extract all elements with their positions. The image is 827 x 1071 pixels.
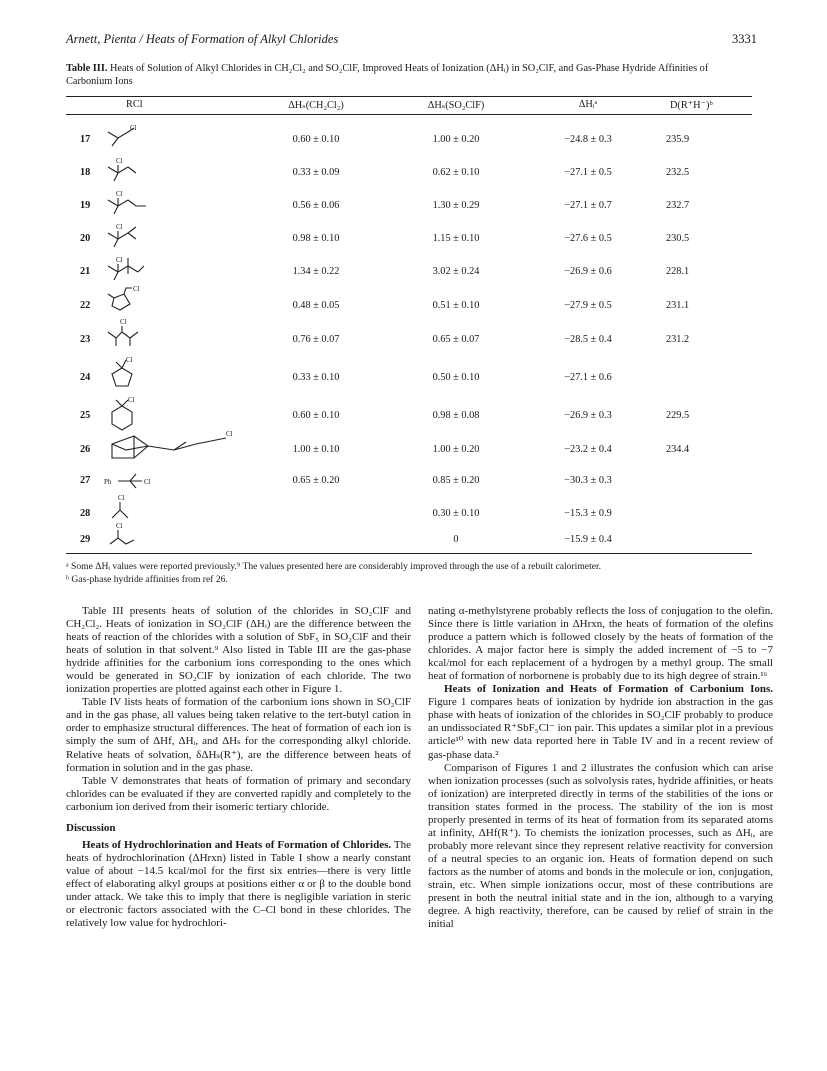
cell-hs-so2clf: 0.50 ± 0.10 xyxy=(432,372,480,383)
structure-17 xyxy=(104,122,144,148)
cell-hs-so2clf: 1.15 ± 0.10 xyxy=(432,233,480,244)
table-row xyxy=(66,254,756,282)
cell-hi: −30.3 ± 0.3 xyxy=(564,475,612,486)
cell-hs-ch2cl2: 0.33 ± 0.10 xyxy=(292,372,340,383)
table-row xyxy=(66,188,756,216)
body-left-column xyxy=(66,605,411,930)
paragraph: Table V demonstrates that heats of formation of primary and secondary chlorides can be evaluated if they are converted rapidly and completely to the carbonium ion derived from their isomeric tertiary chloride. xyxy=(66,774,411,813)
cell-hs-ch2cl2: 0.65 ± 0.20 xyxy=(292,475,340,486)
table-label: Table III. xyxy=(66,63,108,74)
table-caption-text: Heats of Solution of Alkyl Chlorides in CH₂Cl₂ and SO₂ClF, Improved Heats of Ionization (ΔHᵢ) in SO₂ClF, and Gas-Phase Hydride Affinities of Carbonium Ions xyxy=(66,63,709,87)
table-row xyxy=(66,356,756,390)
compound-number: 25 xyxy=(80,410,91,421)
paragraph: The heats of hydrochlorination (ΔHrxn) listed in Table I show a nearly constant value of about −14.5 kcal/mol for the first six entries—there is very little effect of elaborating alkyl groups at positions either α or β to the double bond under attack. We take this to imply that there is negligible variation in steric or electronic factors associated with the C–Cl bond in these chlorides. The relatively low value for hydrochlori- xyxy=(66,838,411,930)
table-top-rule xyxy=(66,96,752,97)
cell-hs-so2clf: 0.65 ± 0.07 xyxy=(432,334,480,345)
paragraph: Table III presents heats of solution of the chlorides in SO₂ClF and CH₂Cl₂. Heats of ionization in SO₂ClF (ΔHᵢ) are the difference between the heats of reaction of the chlorides with a solution of SbF₅ in SO₂ClF and their heats of solution in that solvent.⁹ Also listed in Table III are the gas-phase hydride affinities for the carbonium ions corresponding to the ones which would be generated in SO₂ClF by ionization of each chloride. The two ionization properties are plotted against each other in Figure 1. xyxy=(66,605,411,696)
table-row xyxy=(66,318,756,352)
compound-number: 22 xyxy=(80,300,91,311)
cell-hs-ch2cl2: 0.60 ± 0.10 xyxy=(292,410,340,421)
compound-number: 26 xyxy=(80,444,91,455)
col-header-hydride-affinity: D(R⁺H⁻)ᵇ xyxy=(670,100,713,111)
cell-hs-ch2cl2: 0.98 ± 0.10 xyxy=(292,233,340,244)
compound-number: 23 xyxy=(80,334,91,345)
running-header xyxy=(66,32,757,50)
structure-22 xyxy=(104,286,144,316)
cell-hi: −27.1 ± 0.7 xyxy=(564,200,612,211)
cell-hi: −15.9 ± 0.4 xyxy=(564,534,612,545)
cell-hs-so2clf: 0.62 ± 0.10 xyxy=(432,167,480,178)
body-right-column xyxy=(428,605,773,931)
subsection-heading-hydrochlorination: Heats of Hydrochlorination and Heats of Formation of Chlorides. xyxy=(82,838,392,851)
structure-27 xyxy=(104,470,164,492)
table-row xyxy=(66,494,756,522)
cl-label: Cl xyxy=(130,124,137,132)
cl-label: Cl xyxy=(133,285,140,293)
cell-hs-ch2cl2: 0.48 ± 0.05 xyxy=(292,300,340,311)
compound-number: 18 xyxy=(80,167,91,178)
structure-23 xyxy=(104,318,150,352)
cl-label: Cl xyxy=(128,396,135,404)
compound-number: 20 xyxy=(80,233,91,244)
cl-label: Cl xyxy=(116,256,123,264)
structure-29 xyxy=(104,522,144,550)
compound-number: 28 xyxy=(80,508,91,519)
cell-hs-so2clf: 1.30 ± 0.29 xyxy=(432,200,480,211)
compound-number: 24 xyxy=(80,372,91,383)
structure-26 xyxy=(104,430,234,464)
cell-hs-so2clf: 0.85 ± 0.20 xyxy=(432,475,480,486)
paragraph: Figure 1 compares heats of ionization by hydride ion abstraction in the gas phase with heats of ionization of the chlorides in SO₂ClF probably to produce an undissociated R⁺SbF₅Cl⁻ ion pair. This updates a similar plot in a previous article¹⁰ with new data reported here in Table IV and in a recent review of gas-phase data.² xyxy=(428,696,773,761)
cl-label: Cl xyxy=(116,157,123,165)
cell-hydride-affinity: 232.5 xyxy=(666,167,690,178)
cell-hi: −27.9 ± 0.5 xyxy=(564,300,612,311)
table-bottom-rule xyxy=(66,553,752,554)
cell-hs-ch2cl2: 1.34 ± 0.22 xyxy=(292,266,340,277)
cell-hydride-affinity: 230.5 xyxy=(666,233,690,244)
cell-hi: −26.9 ± 0.6 xyxy=(564,266,612,277)
cell-hydride-affinity: 229.5 xyxy=(666,410,690,421)
col-header-rcl: RCl xyxy=(126,99,143,110)
cl-label: Cl xyxy=(226,430,233,438)
table-row xyxy=(66,155,756,183)
subsection-heading-ionization: Heats of Ionization and Heats of Formation of Carbonium Ions. xyxy=(444,683,773,696)
cell-hi: −27.6 ± 0.5 xyxy=(564,233,612,244)
col-header-hs-ch2cl2: ΔHₛ(CH₂Cl₂) xyxy=(288,100,344,111)
structure-21 xyxy=(104,254,148,282)
table-row xyxy=(66,396,756,432)
compound-number: 29 xyxy=(80,534,91,545)
cell-hs-ch2cl2: 0.33 ± 0.09 xyxy=(292,167,340,178)
cell-hs-ch2cl2: 0.60 ± 0.10 xyxy=(292,134,340,145)
compound-number: 17 xyxy=(80,134,91,145)
cell-hi: −26.9 ± 0.3 xyxy=(564,410,612,421)
cell-hs-so2clf: 0.30 ± 0.10 xyxy=(432,508,480,519)
col-header-hi: ΔHᵢᵃ xyxy=(578,99,598,110)
table-row xyxy=(66,430,756,464)
table-row xyxy=(66,470,756,492)
ph-label: Ph xyxy=(104,478,112,486)
cell-hs-so2clf: 3.02 ± 0.24 xyxy=(432,266,480,277)
cell-hi: −27.1 ± 0.6 xyxy=(564,372,612,383)
structure-24 xyxy=(104,356,144,390)
compound-number: 19 xyxy=(80,200,91,211)
cell-hydride-affinity: 232.7 xyxy=(666,200,690,211)
cell-hs-so2clf: 1.00 ± 0.20 xyxy=(432,444,480,455)
cell-hi: −23.2 ± 0.4 xyxy=(564,444,612,455)
cell-hs-so2clf: 0 xyxy=(453,534,459,545)
table-row xyxy=(66,221,756,249)
paragraph: nating α-methylstyrene probably reflects the loss of conjugation to the olefin. Since there is little variation in ΔHrxn, the heats of formation of the olefins produce a pattern which is followed closely by the heats of formation of the chlorides. A major factor here is simply the added increment of −5 to −7 kcal/mol for each replacement of a hydrogen by a methyl group. The small heat of formation of norbornene is probably due to its high degree of strain.¹⁶ xyxy=(428,605,773,683)
structure-20 xyxy=(104,221,144,249)
cl-label: Cl xyxy=(116,190,123,198)
structure-18 xyxy=(104,155,144,183)
compound-number: 21 xyxy=(80,266,91,277)
cl-label: Cl xyxy=(126,356,133,364)
cl-label: Cl xyxy=(116,522,123,530)
table-row xyxy=(66,122,756,148)
table-header-rule xyxy=(66,114,752,115)
table-row xyxy=(66,286,756,316)
table-footnote-a: ᵃ Some ΔHᵢ values were reported previously.⁹ The values presented here are considerably improved through the use of a rebuilt calorimeter. xyxy=(66,561,602,572)
cl-label: Cl xyxy=(116,223,123,231)
paragraph: Comparison of Figures 1 and 2 illustrates the confusion which can arise when ionization processes (such as solvolysis rates, hydride affinities, or heats of ionization) are interpreted directly in terms of the stabilities of the ions or transition states formed in the process. The stability of the ion is most properly presented in terms of its heat of formation from its separated atoms at infinity, ΔHf(R⁺). To chemists the ionization processes, such as ΔHᵢ, are probably more relevant since they represent relative reactivity for conversion of a neutral species to an organic ion. Heats of formation depend on such factors as the number of atoms and bonds in the molecule or ion, conjugation, strain, etc. When simple ionizations occur, most of these contributions are present in both the neutral initial state and in the ion, although to a varying degree. A high reactivity, therefore, can be caused by relief of strain in the initial xyxy=(428,761,773,931)
structure-25 xyxy=(104,396,144,432)
table-footnote-b: ᵇ Gas-phase hydride affinities from ref 26. xyxy=(66,574,228,585)
cell-hydride-affinity: 235.9 xyxy=(666,134,690,145)
cl-label: Cl xyxy=(118,494,125,502)
table-caption xyxy=(66,62,756,88)
cell-hs-ch2cl2: 1.00 ± 0.10 xyxy=(292,444,340,455)
running-title: Arnett, Pienta / Heats of Formation of Alkyl Chlorides xyxy=(66,32,339,46)
col-header-hs-so2clf: ΔHₛ(SO₂ClF) xyxy=(427,100,485,111)
cell-hydride-affinity: 234.4 xyxy=(666,444,690,455)
cell-hs-so2clf: 0.98 ± 0.08 xyxy=(432,410,480,421)
cell-hi: −27.1 ± 0.5 xyxy=(564,167,612,178)
compound-number: 27 xyxy=(80,475,91,486)
cell-hydride-affinity: 231.1 xyxy=(666,300,690,311)
cell-hi: −28.5 ± 0.4 xyxy=(564,334,612,345)
paragraph: Table IV lists heats of formation of the carbonium ions shown in SO₂ClF and in the gas phase, all values being taken relative to the tert-butyl cation in order to emphasize structural differences. The heat of formation of each ion is simply the sum of ΔHf, ΔHᵢ, and ΔHₛ for the corresponding alkyl chloride. Relative heats of solvation, δΔHₛ(R⁺), are the difference between heats of formation in solution and in the gas phase. xyxy=(66,696,411,774)
structure-19 xyxy=(104,188,154,216)
cl-label: Cl xyxy=(144,478,151,486)
cell-hs-so2clf: 0.51 ± 0.10 xyxy=(432,300,480,311)
section-heading-discussion: Discussion xyxy=(66,821,116,834)
cell-hydride-affinity: 231.2 xyxy=(666,334,690,345)
table-row xyxy=(66,522,756,550)
page-number: 3331 xyxy=(732,32,757,46)
cl-label: Cl xyxy=(120,318,127,326)
cell-hi: −24.8 ± 0.3 xyxy=(564,134,612,145)
cell-hydride-affinity: 228.1 xyxy=(666,266,690,277)
cell-hs-ch2cl2: 0.56 ± 0.06 xyxy=(292,200,340,211)
cell-hs-so2clf: 1.00 ± 0.20 xyxy=(432,134,480,145)
structure-28 xyxy=(104,494,144,522)
cell-hs-ch2cl2: 0.76 ± 0.07 xyxy=(292,334,340,345)
cell-hi: −15.3 ± 0.9 xyxy=(564,508,612,519)
